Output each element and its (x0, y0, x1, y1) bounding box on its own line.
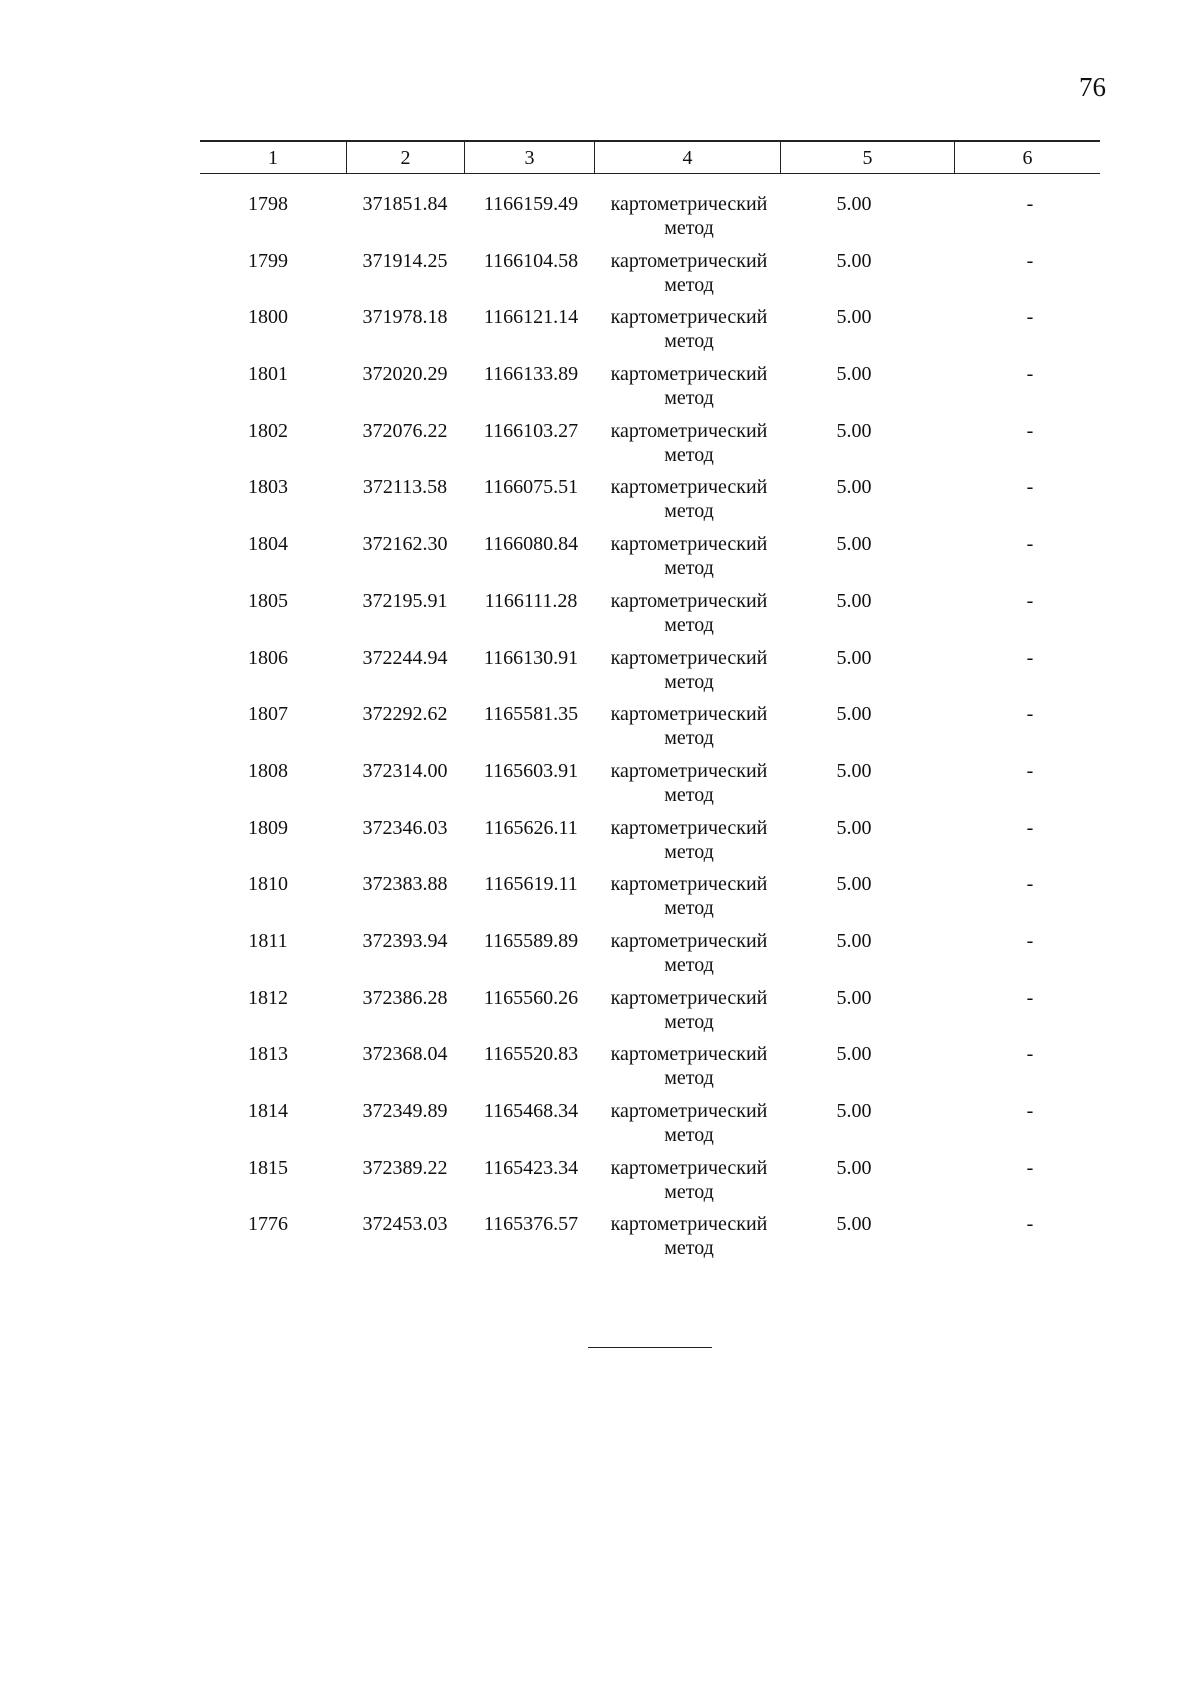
method-line-1: картометрический (610, 363, 768, 386)
table-header (200, 140, 1100, 174)
cell-y: 1166075.51 (483, 476, 579, 499)
cell-y: 1166159.49 (483, 193, 579, 215)
table-row (200, 530, 1100, 587)
cell-method (596, 929, 782, 977)
cell-x: 372314.00 (362, 759, 448, 782)
cell-precision: 5.00 (836, 249, 872, 272)
method-line-1: картометрический (610, 646, 768, 669)
cell-description: - (1026, 589, 1034, 612)
cell-description: - (1026, 986, 1034, 1009)
cell-x: 372195.91 (362, 589, 448, 612)
cell-point: 1799 (248, 249, 288, 272)
cell-description: - (1026, 249, 1034, 272)
end-divider (588, 1347, 712, 1348)
cell-x: 371851.84 (362, 193, 448, 215)
table-row (200, 587, 1100, 644)
cell-precision: 5.00 (836, 1213, 872, 1236)
cell-x: 372386.28 (362, 986, 448, 1009)
method-line-2: метод (664, 500, 714, 523)
cell-point: 1804 (248, 533, 288, 556)
method-line-2: метод (664, 840, 714, 863)
header-col-2: 2 (346, 142, 464, 173)
cell-y: 1165626.11 (484, 816, 578, 839)
cell-point: 1807 (248, 703, 288, 726)
cell-y: 1166111.28 (484, 589, 578, 612)
cell-y: 1166080.84 (483, 533, 579, 556)
cell-precision: 5.00 (836, 419, 872, 442)
method-line-2: метод (664, 613, 714, 636)
table-row (200, 360, 1100, 417)
cell-method (596, 1042, 782, 1090)
cell-method (596, 192, 782, 240)
cell-x: 372244.94 (362, 646, 448, 669)
cell-point: 1815 (248, 1156, 288, 1179)
cell-point: 1800 (248, 306, 288, 329)
header-col-3: 3 (464, 142, 594, 173)
table-body (200, 190, 1100, 1267)
method-line-1: картометрический (610, 873, 768, 896)
cell-y: 1165589.89 (483, 929, 579, 952)
table-row (200, 1040, 1100, 1097)
cell-method (596, 249, 782, 297)
method-line-1: картометрический (610, 249, 768, 272)
method-line-2: метод (664, 1180, 714, 1203)
cell-method (596, 1212, 782, 1260)
cell-y: 1165423.34 (483, 1156, 579, 1179)
cell-method (596, 872, 782, 920)
cell-point: 1812 (248, 986, 288, 1009)
cell-y: 1166130.91 (483, 646, 579, 669)
method-line-1: картометрический (610, 589, 768, 612)
cell-y: 1165619.11 (484, 873, 578, 896)
cell-x: 372393.94 (362, 929, 448, 952)
header-col-1: 1 (268, 147, 278, 169)
cell-x: 371978.18 (362, 306, 448, 329)
method-line-1: картометрический (610, 929, 768, 952)
method-line-1: картометрический (610, 533, 768, 556)
cell-method (596, 532, 782, 580)
cell-method (596, 646, 782, 694)
table-row (200, 1154, 1100, 1211)
cell-x: 372346.03 (362, 816, 448, 839)
cell-point: 1808 (248, 759, 288, 782)
table-row (200, 644, 1100, 701)
cell-y: 1165376.57 (483, 1213, 579, 1236)
cell-point: 1810 (248, 873, 288, 896)
cell-precision: 5.00 (836, 363, 872, 386)
cell-description: - (1026, 703, 1034, 726)
cell-point: 1805 (248, 589, 288, 612)
cell-method (596, 1099, 782, 1147)
cell-x: 372113.58 (362, 476, 448, 499)
method-line-1: картометрический (610, 306, 768, 329)
cell-point: 1811 (248, 929, 288, 952)
method-line-2: метод (664, 727, 714, 750)
cell-description: - (1026, 533, 1034, 556)
method-line-2: метод (664, 953, 714, 976)
method-line-2: метод (664, 1124, 714, 1146)
cell-x: 372383.88 (362, 873, 448, 896)
method-line-1: картометрический (610, 816, 768, 839)
cell-method (596, 305, 782, 353)
cell-method (596, 475, 782, 523)
table-row (200, 700, 1100, 757)
cell-y: 1166133.89 (483, 363, 579, 386)
method-line-2: метод (664, 783, 714, 806)
cell-precision: 5.00 (836, 1043, 872, 1066)
cell-description: - (1026, 873, 1034, 896)
method-line-2: метод (664, 557, 714, 580)
cell-x: 372162.30 (362, 533, 448, 556)
cell-description: - (1026, 1043, 1034, 1066)
cell-x: 372453.03 (362, 1213, 448, 1236)
cell-precision: 5.00 (836, 306, 872, 329)
table-row (200, 473, 1100, 530)
cell-y: 1165520.83 (483, 1043, 579, 1066)
cell-method (596, 419, 782, 467)
method-line-1: картометрический (610, 986, 768, 1009)
method-line-1: картометрический (610, 1043, 768, 1066)
cell-method (596, 986, 782, 1034)
cell-precision: 5.00 (836, 1156, 872, 1179)
cell-y: 1165581.35 (483, 703, 579, 726)
cell-x: 372076.22 (362, 419, 448, 442)
cell-precision: 5.00 (836, 816, 872, 839)
cell-x: 372292.62 (362, 703, 448, 726)
cell-description: - (1026, 646, 1034, 669)
cell-description: - (1026, 306, 1034, 329)
cell-description: - (1026, 1213, 1034, 1236)
header-col-5: 5 (780, 142, 954, 173)
table-row (200, 1210, 1100, 1267)
cell-precision: 5.00 (836, 986, 872, 1009)
method-line-1: картометрический (610, 1213, 768, 1236)
header-col-6: 6 (954, 142, 1100, 173)
cell-point: 1814 (248, 1100, 288, 1122)
method-line-2: метод (664, 443, 714, 466)
cell-point: 1809 (248, 816, 288, 839)
table-row (200, 303, 1100, 360)
cell-precision: 5.00 (836, 193, 872, 215)
cell-description: - (1026, 816, 1034, 839)
method-line-1: картометрический (610, 1156, 768, 1179)
cell-method (596, 702, 782, 750)
cell-precision: 5.00 (836, 873, 872, 896)
cell-method (596, 1156, 782, 1204)
cell-description: - (1026, 193, 1034, 215)
table-row (200, 757, 1100, 814)
cell-description: - (1026, 476, 1034, 499)
method-line-1: картометрический (610, 703, 768, 726)
cell-description: - (1026, 759, 1034, 782)
cell-x: 372389.22 (362, 1156, 448, 1179)
method-line-2: метод (664, 670, 714, 693)
cell-precision: 5.00 (836, 589, 872, 612)
method-line-1: картометрический (610, 759, 768, 782)
cell-point: 1776 (248, 1213, 288, 1236)
cell-method (596, 759, 782, 807)
cell-precision: 5.00 (836, 533, 872, 556)
method-line-2: метод (664, 387, 714, 410)
cell-precision: 5.00 (836, 476, 872, 499)
method-line-2: метод (664, 330, 714, 353)
method-line-2: метод (664, 1237, 714, 1260)
cell-y: 1166104.58 (483, 249, 579, 272)
method-line-2: метод (664, 897, 714, 920)
method-line-1: картометрический (610, 419, 768, 442)
cell-y: 1165603.91 (483, 759, 579, 782)
cell-precision: 5.00 (836, 703, 872, 726)
method-line-1: картометрический (610, 193, 768, 215)
cell-y: 1165560.26 (483, 986, 579, 1009)
table-row (200, 1097, 1100, 1154)
cell-point: 1806 (248, 646, 288, 669)
cell-precision: 5.00 (836, 646, 872, 669)
cell-description: - (1026, 419, 1034, 442)
cell-x: 372349.89 (362, 1100, 448, 1122)
method-line-2: метод (664, 217, 714, 239)
cell-precision: 5.00 (836, 929, 872, 952)
method-line-1: картометрический (610, 1100, 768, 1122)
table-row (200, 190, 1100, 247)
page-number: 76 (1079, 72, 1106, 102)
cell-y: 1166121.14 (483, 306, 579, 329)
cell-x: 372020.29 (362, 363, 448, 386)
cell-x: 371914.25 (362, 249, 448, 272)
cell-point: 1798 (248, 193, 288, 215)
cell-x: 372368.04 (362, 1043, 448, 1066)
cell-precision: 5.00 (836, 759, 872, 782)
cell-description: - (1026, 363, 1034, 386)
cell-description: - (1026, 929, 1034, 952)
header-col-4: 4 (594, 142, 780, 173)
table-row (200, 984, 1100, 1041)
cell-description: - (1026, 1100, 1034, 1122)
table-row (200, 814, 1100, 871)
method-line-1: картометрический (610, 476, 768, 499)
method-line-2: метод (664, 1010, 714, 1033)
cell-y: 1165468.34 (483, 1100, 579, 1122)
cell-point: 1801 (248, 363, 288, 386)
cell-method (596, 589, 782, 637)
table-row (200, 870, 1100, 927)
cell-method (596, 816, 782, 864)
table-row (200, 927, 1100, 984)
cell-point: 1813 (248, 1043, 288, 1066)
cell-precision: 5.00 (836, 1100, 872, 1122)
table-row (200, 417, 1100, 474)
cell-point: 1803 (248, 476, 288, 499)
cell-point: 1802 (248, 419, 288, 442)
method-line-2: метод (664, 273, 714, 296)
cell-description: - (1026, 1156, 1034, 1179)
cell-y: 1166103.27 (483, 419, 579, 442)
cell-method (596, 362, 782, 410)
table-row (200, 247, 1100, 304)
method-line-2: метод (664, 1067, 714, 1090)
